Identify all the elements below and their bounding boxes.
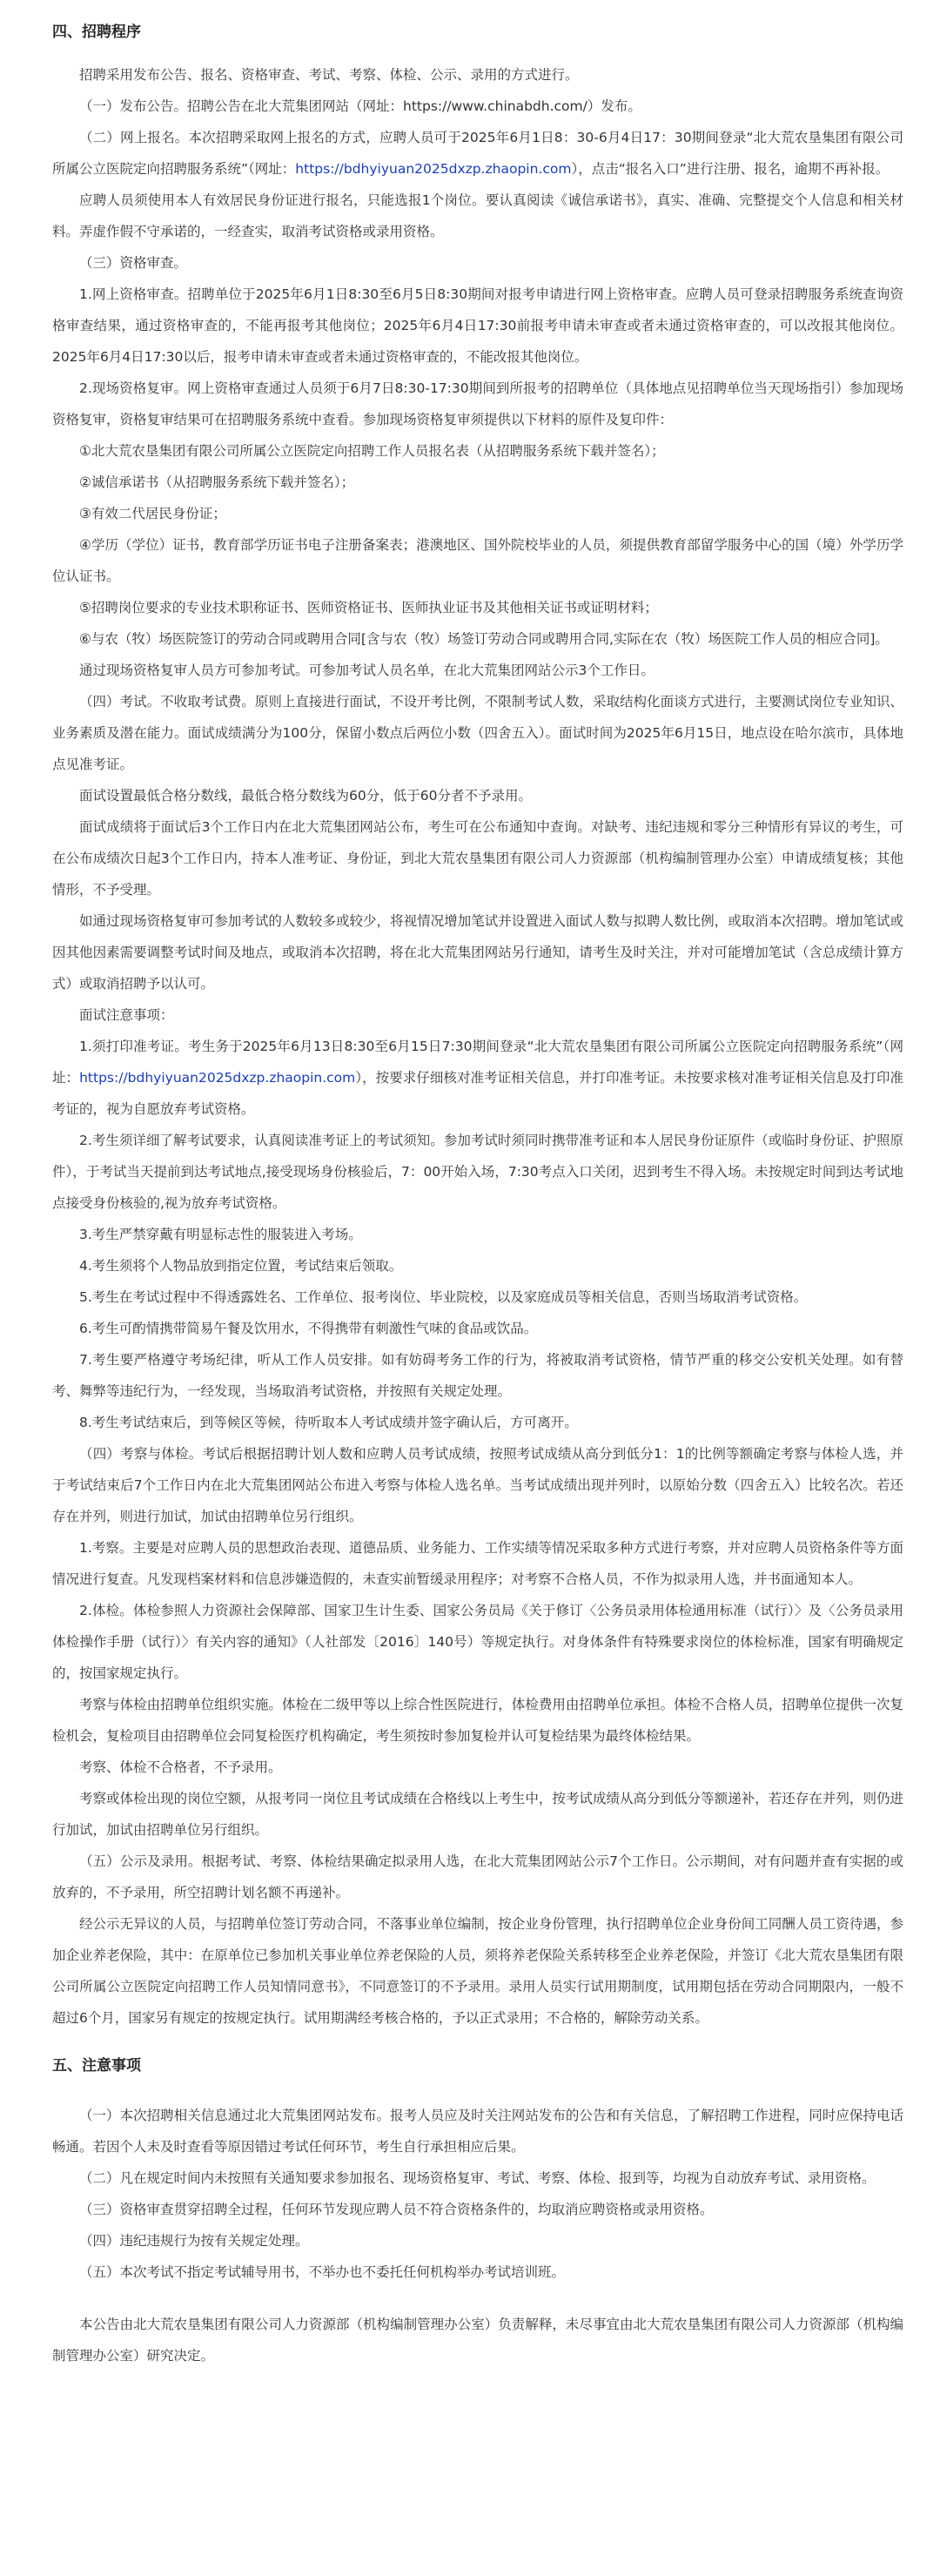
- list-item: ④学历（学位）证书，教育部学历证书电子注册备案表；港澳地区、国外院校毕业的人员，须提供教育部留学服务中心的国（境）外学历学位认证书。: [52, 537, 903, 584]
- paragraph: 5.考生在考试过程中不得透露姓名、工作单位、报考岗位、毕业院校，以及家庭成员等相关信息，否则当场取消考试资格。: [79, 1289, 808, 1305]
- paragraph: 面试设置最低合格分数线，最低合格分数线为60分，低于60分者不予录用。: [79, 788, 532, 804]
- paragraph: 1.考察。主要是对应聘人员的思想政治表现、道德品质、业务能力、工作实绩等情况采取多种方式进行考察，并对应聘人员资格条件等方面情况进行复查。凡发现档案材料和信息涉嫌造假的，未查实前暂缓录用程序；对考察不合格人员，不作为拟录用人选，并书面通知本人。: [52, 1540, 903, 1587]
- text: 1.须打印准考证。考生务于2025年6月13日8:30至6月15日7:30期间登录“北大荒农垦集团有限公司所属公立医院定向招聘服务系统”（网址：: [52, 1039, 903, 1086]
- paragraph: 面试成绩将于面试后3个工作日内在北大荒集团网站公布，考生可在公布通知中查询。对缺考、违纪违规和零分三种情形有异议的考生，可在公布成绩次日起3个工作日内，持本人准考证、身份证，到北大荒农垦集团有限公司人力资源部（机构编制管理办公室）申请成绩复核；其他情形，不予受理。: [52, 819, 903, 898]
- text: （二）网上报名。本次招聘采取网上报名的方式，应聘人员可于2025年6月1日8：30-6月4日17：30期间登录“北大荒农垦集团有限公司所属公立医院定向招聘服务系统”（网址：: [52, 130, 903, 177]
- paragraph: 1.网上资格审查。招聘单位于2025年6月1日8:30至6月5日8:30期间对报考申请进行网上资格审查。应聘人员可登录招聘服务系统查询资格审查结果，通过资格审查的，不能再报考其他岗位；2025年6月4日17:30前报考申请未审查或者未通过资格审查的，可以改报其他岗位。2025年6月4日17:30以后，报考申请未审查或者未通过资格审查的，不能改报其他岗位。: [52, 286, 903, 365]
- list-item: ③有效二代居民身份证；: [79, 506, 226, 521]
- paragraph: 2.现场资格复审。网上资格审查通过人员须于6月7日8:30-17:30期间到所报考的招聘单位（具体地点见招聘单位当天现场指引）参加现场资格复审，资格复审结果可在招聘服务系统中查看。参加现场资格复审须提供以下材料的原件及复印件：: [52, 380, 903, 427]
- paragraph: （五）公示及录用。根据考试、考察、体检结果确定拟录用人选，在北大荒集团网站公示7个工作日。公示期间，对有问题并查有实据的或放弃的，不予录用，所空招聘计划名额不再递补。: [52, 1853, 903, 1900]
- paragraph: （一）发布公告。招聘公告在北大荒集团网站（网址：https://www.chinabdh.com/）发布。: [79, 98, 641, 114]
- section-title-notes: 五、注意事项: [52, 2057, 141, 2075]
- paragraph: 应聘人员须使用本人有效居民身份证进行报名，只能选报1个岗位。要认真阅读《诚信承诺书》，真实、准确、完整提交个人信息和相关材料。弄虚作假不守承诺的，一经查实，取消考试资格或录用资格。: [52, 192, 903, 239]
- paragraph: 4.考生须将个人物品放到指定位置，考试结束后领取。: [79, 1258, 403, 1274]
- paragraph: 7.考生要严格遵守考场纪律，听从工作人员安排。如有妨碍考务工作的行为，将被取消考试资格，情节严重的移交公安机关处理。如有替考、舞弊等违纪行为，一经发现，当场取消考试资格，并按照有关规定处理。: [52, 1352, 903, 1399]
- paragraph-admission-ticket: [52, 1031, 903, 1125]
- text: ），按要求仔细核对准考证相关信息，并打印准考证。未按要求核对准考证相关信息及打印准考证的，视为自愿放弃考试资格。: [52, 1070, 903, 1117]
- paragraph: 通过现场资格复审人员方可参加考试。可参加考试人员名单，在北大荒集团网站公示3个工作日。: [79, 662, 655, 678]
- list-item: ②诚信承诺书（从招聘服务系统下载并签名）；: [79, 474, 355, 490]
- paragraph: 3.考生严禁穿戴有明显标志性的服装进入考场。: [79, 1227, 362, 1242]
- paragraph: 2.体检。体检参照人力资源社会保障部、国家卫生计生委、国家公务员局《关于修订〈公务员录用体检通用标准（试行）〉及〈公务员录用体检操作手册（试行）〉有关内容的通知》（人社部发〔2016〕140号）等规定执行。对身体条件有特殊要求岗位的体检标准，国家有明确规定的，按国家规定执行。: [52, 1603, 903, 1681]
- paragraph: 面试注意事项：: [79, 1007, 174, 1023]
- paragraph: （一）本次招聘相关信息通过北大荒集团网站发布。报考人员应及时关注网站发布的公告和有关信息，了解招聘工作进程，同时应保持电话畅通。若因个人未及时查看等原因错过考试任何环节，考生自行承担相应后果。: [52, 2108, 903, 2155]
- section-title-recruitment-procedure: 四、招聘程序: [52, 24, 141, 41]
- paragraph-online-registration: [52, 122, 903, 185]
- paragraph: 考察与体检由招聘单位组织实施。体检在二级甲等以上综合性医院进行，体检费用由招聘单位承担。体检不合格人员，招聘单位提供一次复检机会，复检项目由招聘单位会同复检医疗机构确定，考生须按时参加复检并认可复检结果为最终体检结果。: [52, 1697, 903, 1744]
- paragraph: 经公示无异议的人员，与招聘单位签订劳动合同，不落事业单位编制，按企业身份管理，执行招聘单位企业身份间工同酬人员工资待遇，参加企业养老保险，其中：在原单位已参加机关事业单位养老保险的人员，须将养老保险关系转移至企业养老保险，并签订《北大荒农垦集团有限公司所属公立医院定向招聘工作人员知情同意书》，不同意签订的不予录用。录用人员实行试用期制度，试用期包括在劳动合同期限内，一般不超过6个月，国家另有规定的按规定执行。试用期满经考核合格的，予以正式录用；不合格的，解除劳动关系。: [52, 1916, 903, 2026]
- paragraph: 考察或体检出现的岗位空额，从报考同一岗位且考试成绩在合格线以上考生中，按考试成绩从高分到低分等额递补，若还存在并列，则仍进行加试，加试由招聘单位另行组织。: [52, 1791, 903, 1838]
- list-item: ⑥与农（牧）场医院签订的劳动合同或聘用合同[含与农（牧）场签订劳动合同或聘用合同,实际在农（牧）场医院工作人员的相应合同]。: [79, 631, 889, 647]
- paragraph: 如通过现场资格复审可参加考试的人数较多或较少，将视情况增加笔试并设置进入面试人数与拟聘人数比例，或取消本次招聘。增加笔试或因其他因素需要调整考试时间及地点，或取消本次招聘，将在北大荒集团网站另行通知，请考生及时关注，并对可能增加笔试（含总成绩计算方式）或取消招聘予以认可。: [52, 913, 903, 992]
- paragraph: 考察、体检不合格者，不予录用。: [79, 1759, 282, 1775]
- paragraph: （四）违纪违规行为按有关规定处理。: [79, 2233, 309, 2249]
- paragraph: （三）资格审查贯穿招聘全过程，任何环节发现应聘人员不符合资格条件的，均取消应聘资格或录用资格。: [79, 2202, 714, 2217]
- paragraph: 招聘采用发布公告、报名、资格审查、考试、考察、体检、公示、录用的方式进行。: [79, 67, 579, 83]
- text: ），点击“报名入口”进行注册、报名，逾期不再补报。: [571, 161, 890, 177]
- closing-statement: 本公告由北大荒农垦集团有限公司人力资源部（机构编制管理办公室）负责解释，未尽事宜由北大荒农垦集团有限公司人力资源部（机构编制管理办公室）研究决定。: [52, 2317, 903, 2364]
- list-item: ⑤招聘岗位要求的专业技术职称证书、医师资格证书、医师执业证书及其他相关证书或证明材料；: [79, 600, 658, 615]
- paragraph: 2.考生须详细了解考试要求，认真阅读准考证上的考试须知。参加考试时须同时携带准考证和本人居民身份证原件（或临时身份证、护照原件），于考试当天提前到达考试地点,接受现场身份核验后，7：00开始入场，7:30考点入口关闭，迟到考生不得入场。未按规定时间到达考试地点接受身份核验的,视为放弃考试资格。: [52, 1133, 903, 1211]
- paragraph: （四）考试。不收取考试费。原则上直接进行面试，不设开考比例，不限制考试人数，采取结构化面谈方式进行，主要测试岗位专业知识、业务素质及潜在能力。面试成绩满分为100分，保留小数点后两位小数（四舍五入）。面试时间为2025年6月15日，地点设在哈尔滨市，具体地点见准考证。: [52, 694, 903, 772]
- paragraph: （四）考察与体检。考试后根据招聘计划人数和应聘人员考试成绩，按照考试成绩从高分到低分1：1的比例等额确定考察与体检人选，并于考试结束后7个工作日内在北大荒集团网站公布进入考察与体检人选名单。当考试成绩出现并列时，以原始分数（四舍五入）比较名次。若还存在并列，则进行加试，加试由招聘单位另行组织。: [52, 1446, 903, 1524]
- paragraph: （二）凡在规定时间内未按照有关通知要求参加报名、现场资格复审、考试、考察、体检、报到等，均视为自动放弃考试、录用资格。: [79, 2170, 876, 2186]
- paragraph: （五）本次考试不指定考试辅导用书，不举办也不委托任何机构举办考试培训班。: [79, 2264, 566, 2280]
- paragraph: 6.考生可酌情携带简易午餐及饮用水，不得携带有刺激性气味的食品或饮品。: [79, 1321, 538, 1336]
- admission-ticket-link[interactable]: https://bdhyiyuan2025dxzp.zhaopin.com: [79, 1070, 356, 1086]
- paragraph: （三）资格审查。: [79, 255, 188, 271]
- paragraph: 8.考生考试结束后，到等候区等候，待听取本人考试成绩并签字确认后，方可离开。: [79, 1415, 578, 1430]
- registration-system-link[interactable]: https://bdhyiyuan2025dxzp.zhaopin.com: [295, 161, 572, 177]
- list-item: ①北大荒农垦集团有限公司所属公立医院定向招聘工作人员报名表（从招聘服务系统下载并签名）；: [79, 443, 665, 459]
